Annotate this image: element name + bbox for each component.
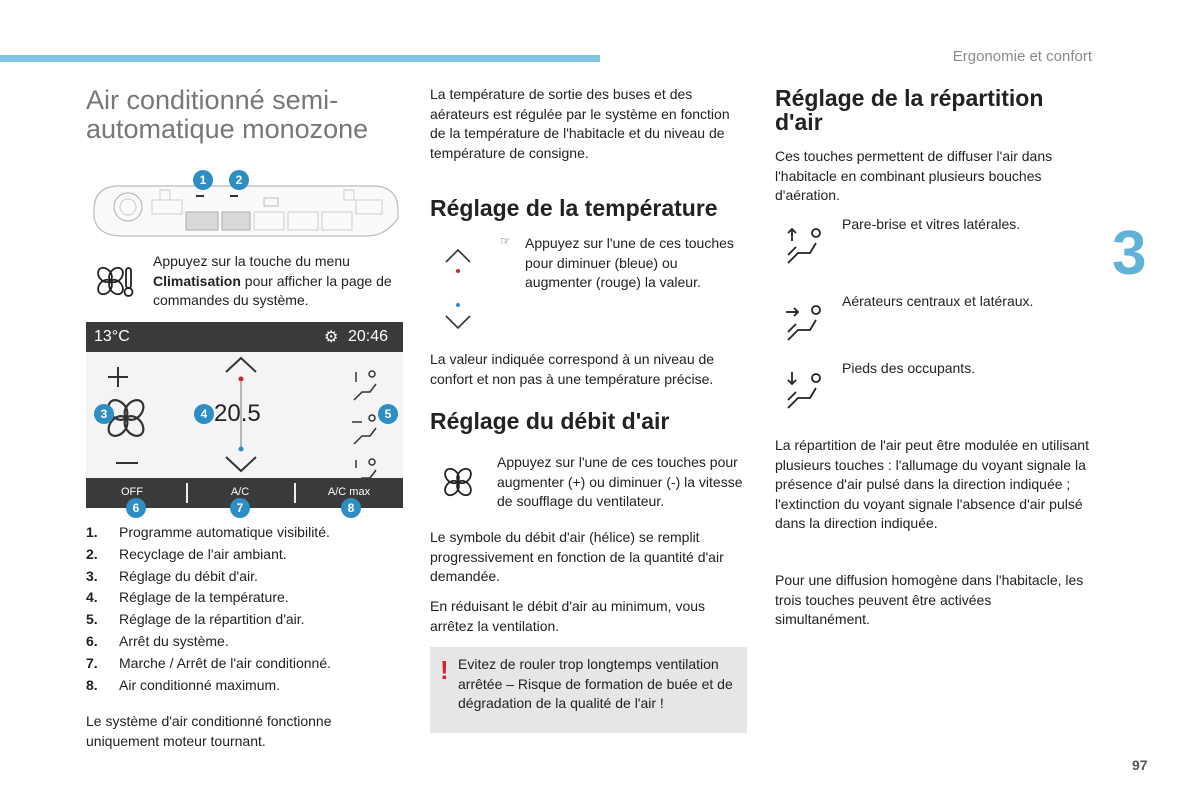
list-item: 6. Arrêt du système. xyxy=(86,632,229,649)
screen-status-bar xyxy=(86,322,403,352)
chapter-number: 3 xyxy=(1112,219,1147,288)
list-item: 4. Réglage de la température. xyxy=(86,589,289,606)
seat-airflow-windscreen-icon xyxy=(354,371,376,400)
separator xyxy=(294,483,296,503)
airflow-instruction: Appuyez sur l'une de ces touches pour augmenter (+) ou diminuer (-) la vitesse de soufflage du ventilateur. xyxy=(497,454,743,510)
distribution-intro: Ces touches permettent de diffuser l'air dans l'habitacle en combinant plusieurs bouches d'aération. xyxy=(775,148,1053,204)
ac-button[interactable]: A/C xyxy=(230,486,250,498)
dashboard-console-illustration xyxy=(86,170,402,240)
warning-text: Evitez de rouler trop longtemps ventilation arrêtée – Risque de formation de buée et de dégradation de la qualité de l'air ! xyxy=(458,656,733,712)
section-title: Ergonomie et confort xyxy=(952,48,1092,65)
temperature-setpoint: 20.5 xyxy=(214,400,261,427)
intro-pre: Appuyez sur la touche du menu xyxy=(153,253,350,269)
legend-list xyxy=(86,522,406,696)
list-item: 8. Air conditionné maximum. xyxy=(86,676,281,693)
callout-badge-2: 2 xyxy=(229,170,249,190)
seat-airflow-windscreen-icon xyxy=(784,225,824,267)
temperature-intro: La température de sortie des buses et des aérateurs est régulée par le système en fonction de la température de l'habitacle et du niveau de température de consigne. xyxy=(430,86,730,161)
climate-touchscreen xyxy=(86,322,403,508)
list-item: 2. Recyclage de l'air ambiant. xyxy=(86,545,287,562)
distribution-heading: Réglage de la répartition d'air xyxy=(775,85,1044,135)
outside-temperature: 13°C xyxy=(94,328,130,345)
list-item: 1. Programme automatique visibilité. xyxy=(86,524,330,540)
callout-badge-5: 5 xyxy=(378,404,398,424)
callout-badge-6: 6 xyxy=(126,498,146,518)
bullet-icon: ☞ xyxy=(500,234,511,248)
fan-thermometer-icon xyxy=(92,262,136,302)
callout-badge-1: 1 xyxy=(193,170,213,190)
callout-badge-8: 8 xyxy=(341,498,361,518)
callout-badge-4: 4 xyxy=(194,404,214,424)
temperature-note: La valeur indiquée correspond à un niveau de confort et non pas à une température précise. xyxy=(430,351,715,387)
warning-icon: ! xyxy=(440,655,449,685)
seat-airflow-face-icon xyxy=(784,302,824,344)
callout-badge-3: 3 xyxy=(94,404,114,424)
distribution-item-3: Pieds des occupants. xyxy=(842,360,976,376)
temperature-heading: Réglage de la température xyxy=(430,195,718,221)
intro-bold: Climatisation xyxy=(153,272,241,289)
list-item: 3. Réglage du débit d'air. xyxy=(86,567,258,584)
intro-text xyxy=(153,252,403,311)
chevron-down-icon xyxy=(446,316,470,328)
warning-box xyxy=(430,647,747,733)
airflow-paragraph-2: En réduisant le débit d'air au minimum, vous arrêtez la ventilation. xyxy=(430,598,706,634)
chevron-up-icon xyxy=(446,250,470,262)
clock: 20:46 xyxy=(348,328,389,345)
screen-main-panel xyxy=(86,352,403,478)
page-title: Air conditionné semi-automatique monozone xyxy=(86,85,369,144)
seat-airflow-feet-icon xyxy=(354,459,376,478)
airflow-heading: Réglage du débit d'air xyxy=(430,408,670,434)
distribution-item-2: Aérateurs centraux et latéraux. xyxy=(842,293,1034,309)
ac-max-button[interactable]: A/C max xyxy=(327,486,371,498)
distribution-paragraph-1: La répartition de l'air peut être modulée en utilisant plusieurs touches : l'allumage du voyant signale la présence d'air pulsé dans la direction indiquée ; l'extinction du voyant signale l'absence d'air pulsé dans la direction indiquée. xyxy=(775,437,1089,532)
list-item: 5. Réglage de la répartition d'air. xyxy=(86,611,305,628)
page-number: 97 xyxy=(1132,757,1148,773)
temperature-instruction: Appuyez sur l'une de ces touches pour diminuer (bleue) ou augmenter (rouge) la valeur. xyxy=(525,235,734,291)
airflow-paragraph-1: Le symbole du débit d'air (hélice) se remplit progressivement en fonction de la quantité d'air demandée. xyxy=(430,529,724,585)
settings-gear-icon[interactable]: ⚙ xyxy=(324,329,339,346)
chevron-up-icon xyxy=(226,358,256,372)
off-button[interactable]: OFF xyxy=(121,486,143,498)
seat-airflow-face-icon xyxy=(352,415,376,444)
list-item: 7. Marche / Arrêt de l'air conditionné. xyxy=(86,654,332,671)
engine-running-note: Le système d'air conditionné fonctionne uniquement moteur tournant. xyxy=(86,713,332,749)
distribution-paragraph-2: Pour une diffusion homogène dans l'habitacle, les trois touches peuvent être activées simultanément. xyxy=(775,572,1084,628)
fan-icon xyxy=(440,464,476,500)
chevron-down-icon xyxy=(226,457,256,471)
header-accent-bar xyxy=(0,55,600,62)
temperature-arrows-icon xyxy=(440,246,476,334)
distribution-item-1: Pare-brise et vitres latérales. xyxy=(842,216,1021,232)
intro-post: pour afficher la page de commandes du système. xyxy=(153,272,392,309)
callout-badge-7: 7 xyxy=(230,498,250,518)
separator xyxy=(186,483,188,503)
seat-airflow-feet-icon xyxy=(784,370,824,412)
